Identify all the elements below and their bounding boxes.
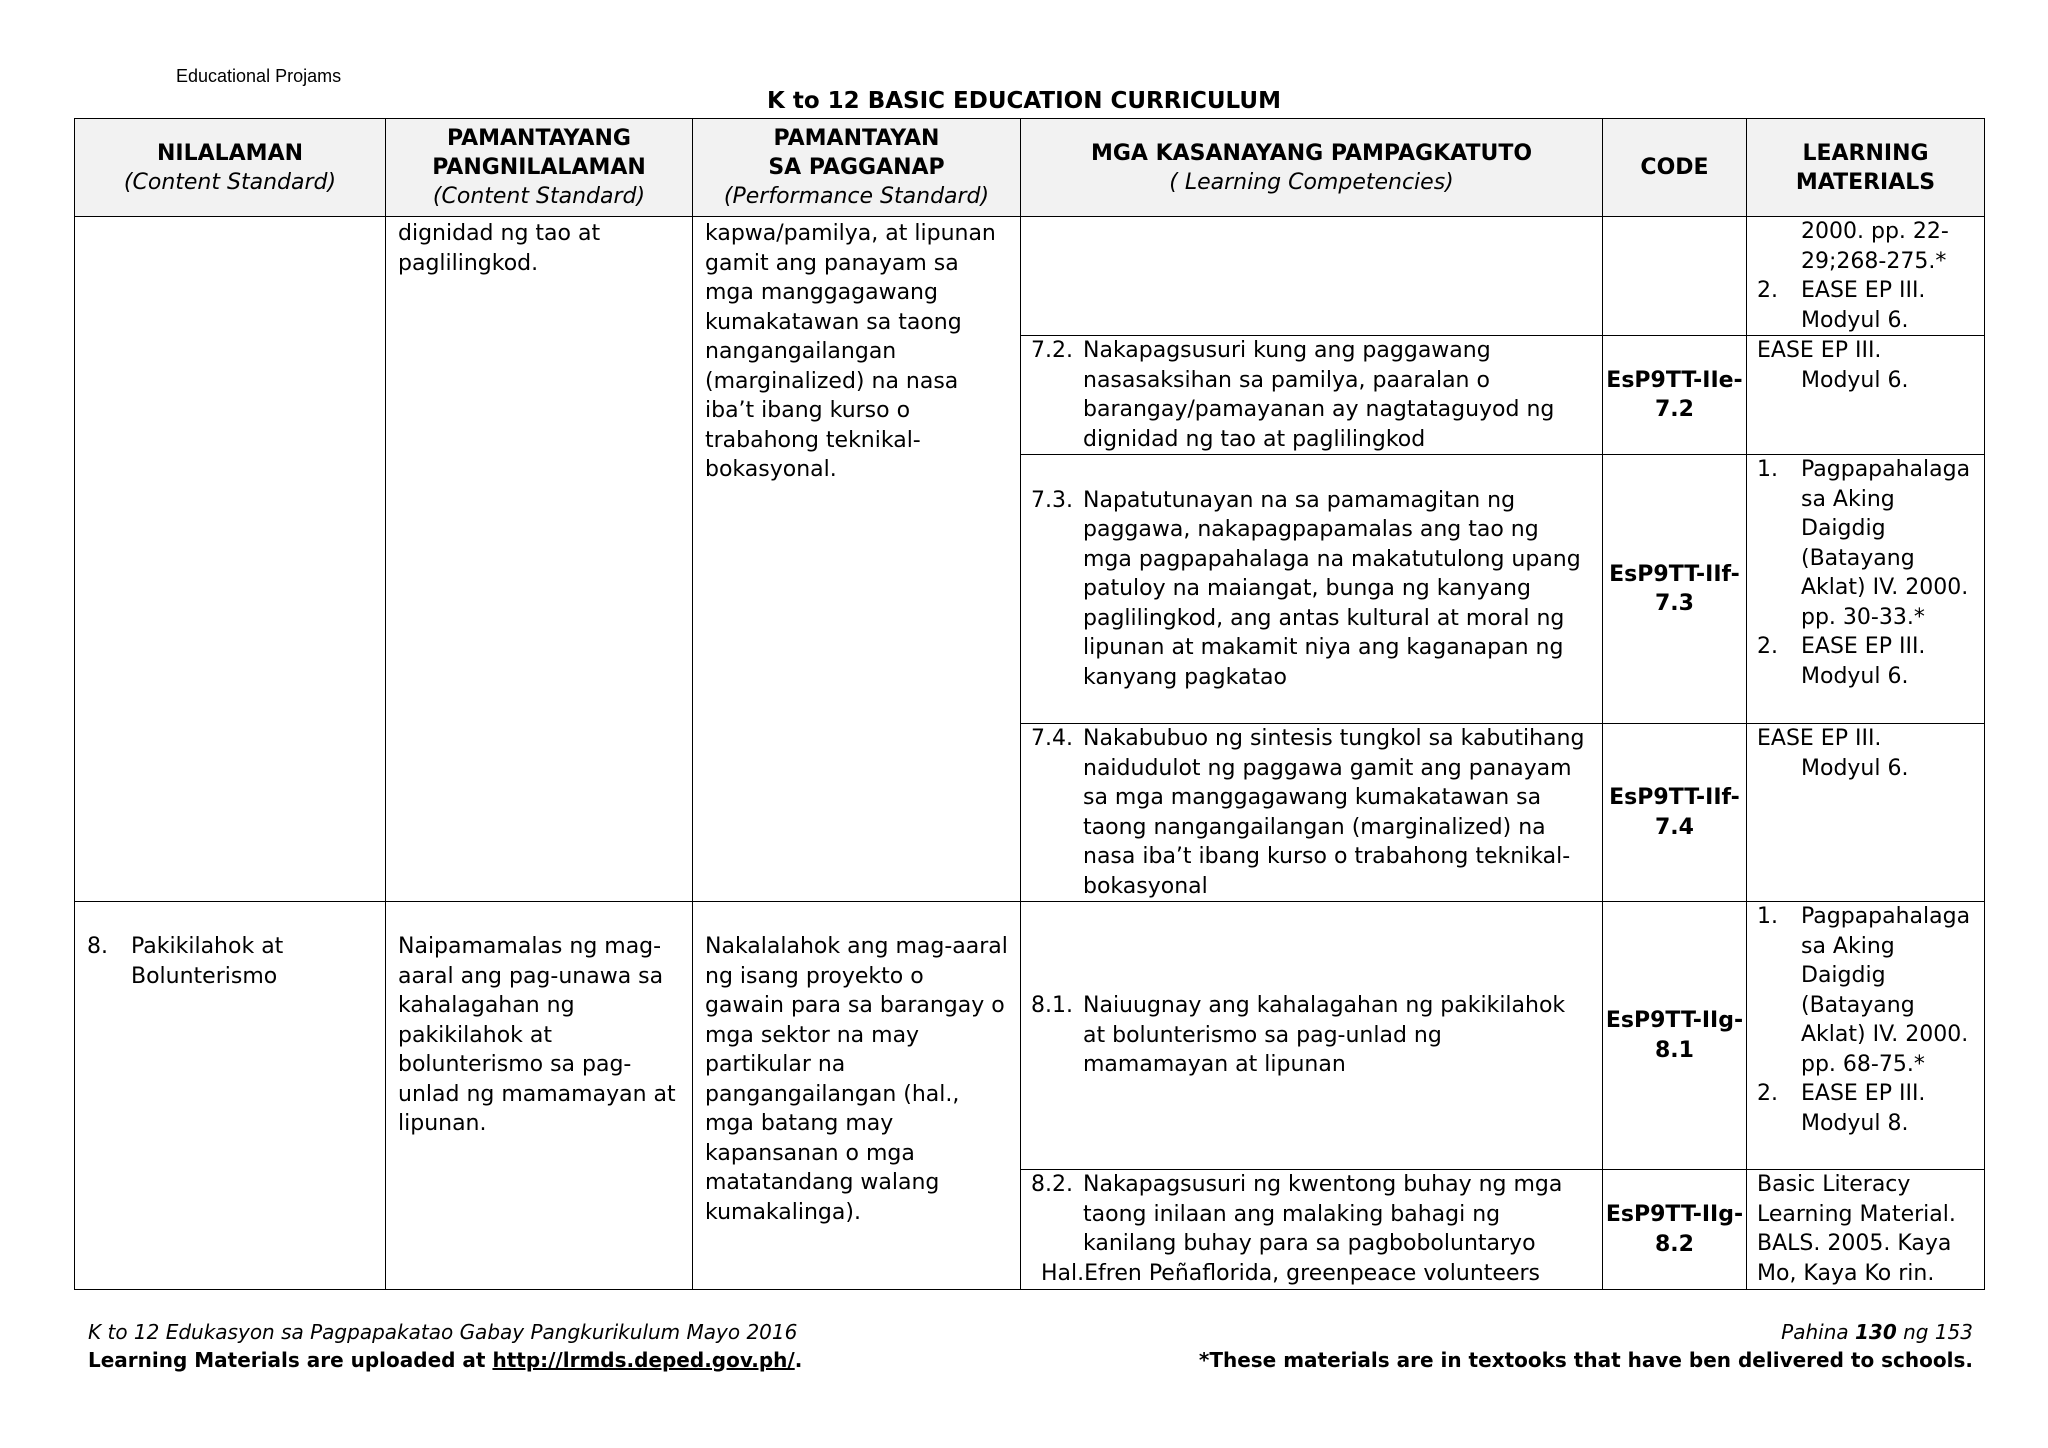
col-header-nilalaman: NILALAMAN (Content Standard) [75,119,386,217]
competency-item: 8.1. Naiuugnay ang kahalagahan ng pakikilahok at bolunterismo sa pag-unlad ng mamamayan at lipunan [1031,993,1566,1078]
table-row [75,217,1985,336]
col-header-pamantayan-sa-pagganap: PAMANTAYAN SA PAGGANAP (Performance Standard) [693,119,1021,217]
performance-standard-text: kapwa/pamilya, at lipunan gamit ang panayam sa mga manggagawang kumakatawan sa taong nangangailangan (marginalized) na nasa iba’t ibang kurso o trabahong teknikal-bokasyonal. [705,221,996,482]
content-standard-cell [386,217,693,902]
materials-cell [1747,336,1985,455]
content-cell [75,902,386,1290]
code-cell: EsP9TT-IIg-8.2 [1603,1170,1747,1290]
performance-standard-cell [693,902,1021,1290]
footer-upload-note: Learning Materials are uploaded at http://lrmds.deped.gov.ph/. [88,1348,803,1372]
competency-item: 7.3. Napatutunayan na sa pamamagitan ng paggawa, nakapagpapamalas ang tao ng mga pagpapahalaga na makatutulong upang patuloy na maiangat, bunga ng kanyang paglilingkod, ang antas kultural at moral ng lipunan at makamit niya ang kaganapan ng kanyang pagkatao [1031,487,1581,690]
content-topic: 8. Pakikilahok at Bolunterismo [87,934,284,989]
competency-cell [1021,1170,1603,1290]
code-cell: EsP9TT-IIg-8.1 [1603,902,1747,1170]
materials-cell [1747,455,1985,724]
col-header-pamantayang-pangnilalaman: PAMANTAYANG PANGNILALAMAN (Content Standard) [386,119,693,217]
competency-cell [1021,902,1603,1170]
competency-item: 7.2. Nakapagsusuri kung ang paggawang nasasaksihan sa pamilya, paaralan o barangay/pamayanan ay nagtataguyod ng dignidad ng tao at paglilingkod [1031,338,1555,452]
col-header-learning-competencies: MGA KASANAYANG PAMPAGKATUTO ( Learning Competencies) [1021,119,1603,217]
footer-guide-title: K to 12 Edukasyon sa Pagpapakatao Gabay Pangkurikulum Mayo 2016 [88,1320,798,1344]
content-standard-cell [386,902,693,1290]
materials-item: 2. EASE EP III. Modyul 6. [1757,634,1926,689]
curriculum-table [74,118,1985,1290]
competency-item: 7.4. Nakabubuo ng sintesis tungkol sa kabutihang naidudulot ng paggawa gamit ang panayam sa mga manggagawang kumakatawan sa taong nangangailangan (marginalized) na nasa iba’t ibang kurso o trabahong teknikal-bokasyonal [1031,726,1585,899]
materials-item: 2. EASE EP III. Modyul 6. [1757,278,1926,333]
materials-cell [1747,902,1985,1170]
code-cell-empty [1603,217,1747,336]
content-standard-text: Naipamamalas ng mag-aaral ang pag-unawa sa kahalagahan ng pakikilahok at bolunterismo sa pag-unlad ng mamamayan at lipunan. [398,934,676,1136]
materials-item: EASE EP III. Modyul 6. [1757,338,1909,393]
table-header-row [75,119,1985,217]
brand-label: Educational Projams [176,66,342,86]
competency-cell [1021,455,1603,724]
code-cell: EsP9TT-IIf-7.4 [1603,724,1747,902]
document-title: K to 12 BASIC EDUCATION CURRICULUM [767,88,1281,114]
col-header-code: CODE [1603,119,1747,217]
materials-item: 1. Pagpapahalaga sa Aking Daigdig (Batayang Aklat) IV. 2000. pp. 68-75.* [1757,904,1971,1077]
materials-cell [1747,1170,1985,1290]
lrmds-link[interactable]: http://lrmds.deped.gov.ph/ [492,1348,795,1372]
materials-cell [1747,724,1985,902]
col-header-learning-materials: LEARNING MATERIALS [1747,119,1985,217]
performance-standard-text: Nakalalahok ang mag-aaral ng isang proyekto o gawain para sa barangay o mga sektor na may partikular na pangangailangan (hal., mga batang may kapansanan o mga matatandang walang kumakalinga). [705,934,1008,1225]
materials-item: EASE EP III. Modyul 6. [1757,726,1909,781]
page-indicator: Pahina 130 ng 153 [1781,1320,1973,1344]
materials-item: 1. Pagpapahalaga sa Aking Daigdig (Batayang Aklat) IV. 2000. pp. 30-33.* [1757,457,1971,630]
competency-item: 8.2. Nakapagsusuri ng kwentong buhay ng mga taong inilaan ang malaking bahagi ng kanilang buhay para sa pagboboluntaryo [1031,1172,1563,1256]
footer-right [1199,1318,1973,1374]
footer-materials-note: *These materials are in textooks that have ben delivered to schools. [1198,1348,1973,1372]
content-standard-text: dignidad ng tao at paglilingkod. [398,221,601,276]
content-cell-empty [75,217,386,902]
materials-cell [1747,217,1985,336]
competency-cell-empty [1021,217,1603,336]
code-cell: EsP9TT-IIf-7.3 [1603,455,1747,724]
materials-cont-line: 2000. pp. 22- [1801,219,1949,244]
materials-cont-line: 29;268-275.* [1801,248,1947,274]
footer-left [88,1318,802,1374]
code-cell: EsP9TT-IIe-7.2 [1603,336,1747,455]
competency-cell [1021,724,1603,902]
performance-standard-cell [693,217,1021,902]
competency-cell [1021,336,1603,455]
competency-example: Hal. Efren Peñaflorida, greenpeace volunteers [1041,1260,1540,1286]
materials-item: 2. EASE EP III. Modyul 8. [1757,1081,1926,1136]
table-row [75,902,1985,1170]
materials-item: Basic Literacy Learning Material. BALS. 2005. Kaya Mo, Kaya Ko rin. [1757,1172,1956,1286]
